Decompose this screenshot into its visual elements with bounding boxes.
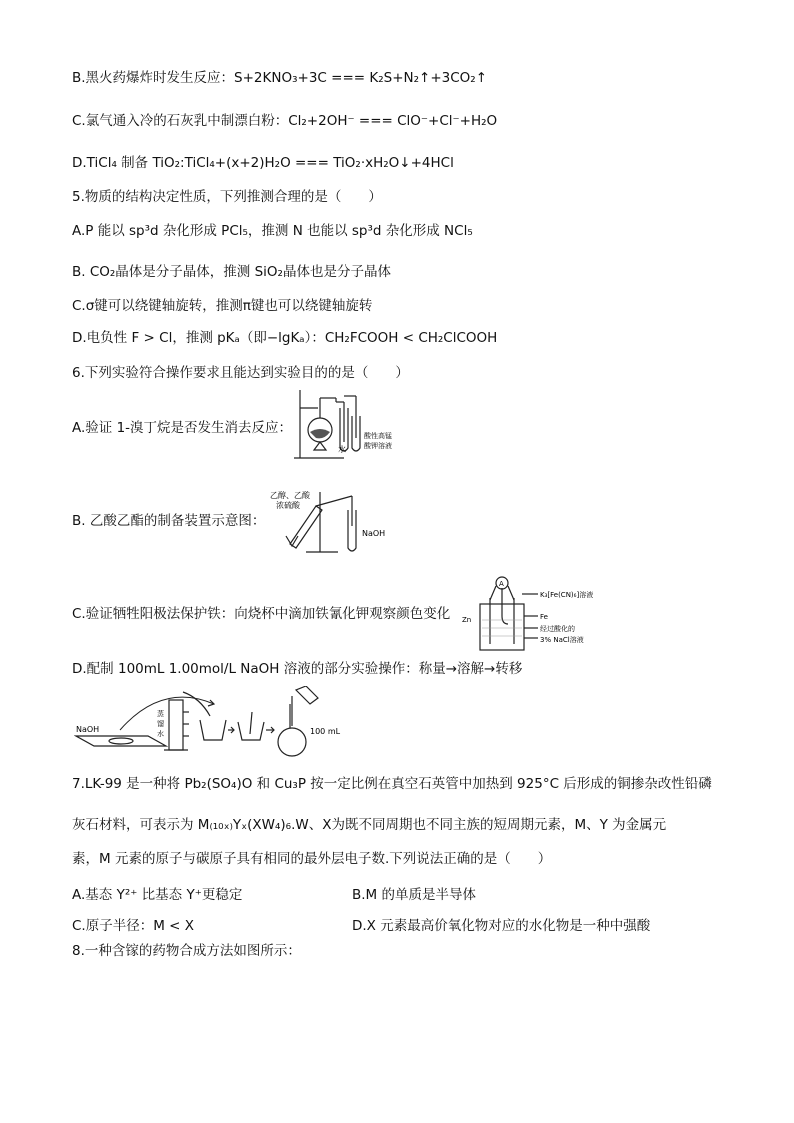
figC-solution-label-1: 经过酸化的 (540, 625, 575, 633)
q6-option-d: D.配制 100mL 1.00mol/L NaOH 溶液的部分实验操作：称量→溶解→转移 (72, 661, 523, 677)
figD-water-label-3: 水 (157, 730, 164, 738)
q4-option-b: B.黑火药爆炸时发生反应：S+2KNO₃+3C === K₂S+N₂↑+3CO₂↑ (72, 70, 487, 86)
q7-option-d: D.X 元素最高价氧化物对应的水化物是一种中强酸 (352, 918, 651, 934)
figC-ammeter-label: A (499, 580, 504, 588)
q7-option-a: A.基态 Y²⁺ 比基态 Y⁺更稳定 (72, 887, 243, 903)
figD-water-label-1: 蒸 (157, 710, 164, 718)
figA-kmno4-label-2: 酸钾溶液 (364, 442, 392, 450)
figC-fe-label: Fe (540, 613, 548, 621)
figC-k3fecn6-label: K₃[Fe(CN)₆]溶液 (540, 591, 594, 599)
q7-option-b: B.M 的单质是半导体 (352, 887, 476, 903)
figure-ester-apparatus (266, 486, 396, 558)
q4-option-c: C.氯气通入冷的石灰乳中制漂白粉：Cl₂+2OH⁻ === ClO⁻+Cl⁻+H₂O (72, 113, 498, 129)
q5-option-b: B. CO₂晶体是分子晶体，推测 SiO₂晶体也是分子晶体 (72, 264, 391, 280)
q7-option-c: C.原子半径：M < X (72, 918, 195, 934)
q6-stem: 6.下列实验符合操作要求且能达到实验目的的是（ ） (72, 365, 409, 381)
figure-elimination-apparatus (292, 386, 427, 462)
q4-option-d: D.TiCl₄ 制备 TiO₂:TiCl₄+(x+2)H₂O === TiO₂·xH₂O↓+4HCl (72, 155, 454, 171)
q7-stem-line2: 灰石材料，可表示为 M₍₁₀ₓ₎Yₓ(XW₄)₆.W、X为既不同周期也不同主族的短周期元素，M、Y 为金属元 (72, 817, 667, 833)
figB-reagents-label-1: 乙醇、乙酸 (270, 491, 310, 500)
q5-option-a: A.P 能以 sp³d 杂化形成 PCl₅，推测 N 也能以 sp³d 杂化形成 NCl₅ (72, 223, 473, 239)
q6-option-b: B. 乙酸乙酯的制备装置示意图： (72, 513, 266, 529)
figD-water-label-2: 馏 (157, 720, 164, 728)
q5-option-d: D.电负性 F > Cl，推测 pKₐ（即−lgKₐ）：CH₂FCOOH < CH₂ClCOOH (72, 330, 498, 346)
figB-reagents-label-2: 浓硫酸 (276, 501, 300, 510)
q8-stem: 8.一种含镓的药物合成方法如图所示： (72, 943, 301, 959)
figC-solution-label-2: 3% NaCl溶液 (540, 636, 584, 644)
figC-zn-label: Zn (462, 616, 472, 624)
figB-naoh-label: NaOH (362, 529, 386, 538)
q7-stem-line1: 7.LK-99 是一种将 Pb₂(SO₄)O 和 Cu₃P 按一定比例在真空石英管中加热到 925°C 后形成的铜掺杂改性铅磷 (72, 776, 712, 792)
figD-flask-label: 100 mL (310, 727, 341, 736)
figure-solution-preparation (74, 686, 364, 760)
q6-option-c: C.验证牺牲阳极法保护铁：向烧杯中滴加铁氰化钾观察颜色变化 (72, 606, 451, 622)
figure-sacrificial-anode (462, 576, 622, 654)
figA-kmno4-label-1: 酸性高锰 (364, 432, 392, 440)
figA-water-label: 水 (338, 445, 346, 454)
q6-option-a: A.验证 1-溴丁烷是否发生消去反应： (72, 420, 293, 436)
figD-naoh-label: NaOH (76, 725, 100, 734)
q7-stem-line3: 素，M 元素的原子与碳原子具有相同的最外层电子数.下列说法正确的是（ ） (72, 851, 552, 867)
q5-option-c: C.σ键可以绕键轴旋转，推测π键也可以绕键轴旋转 (72, 298, 373, 314)
q5-stem: 5.物质的结构决定性质，下列推测合理的是（ ） (72, 189, 382, 205)
